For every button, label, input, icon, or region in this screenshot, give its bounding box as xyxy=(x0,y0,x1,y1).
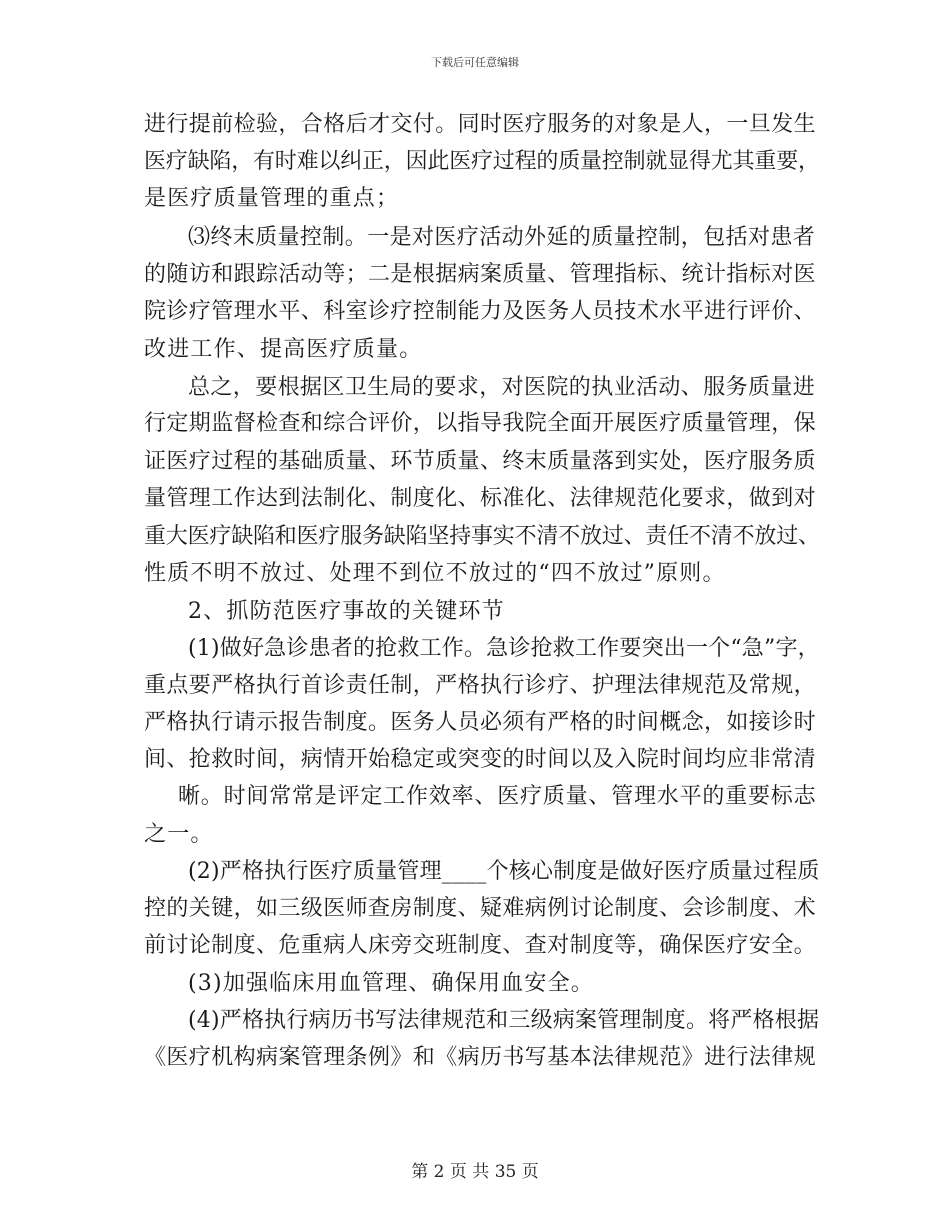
text-line: 院诊疗管理水平、科室诊疗控制能力及医务人员技术水平进行评价、 xyxy=(144,299,817,324)
text-line: 性质不明不放过、处理不到位不放过的“四不放过”原则。 xyxy=(144,561,726,586)
text-line: 重点要严格执行首诊责任制，严格执行诊疗、护理法律规范及常规， xyxy=(144,673,817,698)
text-line: 行定期监督检查和综合评价，以指导我院全面开展医疗质量管理，保 xyxy=(144,411,817,436)
text-line: 改进工作、提高医疗质量。 xyxy=(144,337,423,362)
text-line: 证医疗过程的基础质量、环节质量、终末质量落到实处，医疗服务质 xyxy=(144,449,817,474)
text-line: ⑶终末质量控制。一是对医疗活动外延的质量控制，包括对患者 xyxy=(188,225,816,250)
text-line: 重大医疗缺陷和医疗服务缺陷坚持事实不清不放过、责任不清不放过、 xyxy=(144,524,820,549)
text-line: 总之，要根据区卫生局的要求，对医院的执业活动、服务质量进 xyxy=(188,375,816,400)
text-line: 《医疗机构病案管理条例》和《病历书写基本法律规范》进行法律规 xyxy=(144,1045,817,1070)
text-line: 严格执行请示报告制度。医务人员必须有严格的时间概念，如接诊时 xyxy=(144,710,817,735)
text-line: (4)严格执行病历书写法律规范和三级病案管理制度。将严格根据 xyxy=(188,1008,820,1033)
text-line: 是医疗质量管理的重点； xyxy=(144,186,400,211)
text-line: 2、抓防范医疗事故的关键环节 xyxy=(188,599,505,624)
text-line: 前讨论制度、危重病人床旁交班制度、查对制度等，确保医疗安全。 xyxy=(144,933,817,958)
text-line: (2)严格执行医疗质量管理____个核心制度是做好医疗质量过程质 xyxy=(188,859,820,884)
text-line: 晰。时间常常是评定工作效率、医疗质量、管理水平的重要标志 xyxy=(178,784,817,809)
page-footer: 第 2 页 共 35 页 xyxy=(411,1162,539,1182)
text-line: 量管理工作达到法制化、制度化、标准化、法律规范化要求，做到对 xyxy=(144,486,817,511)
text-line: 医疗缺陷，有时难以纠正，因此医疗过程的质量控制就显得尤其重要， xyxy=(144,149,820,174)
text-line: 进行提前检验，合格后才交付。同时医疗服务的对象是人，一旦发生 xyxy=(144,112,817,137)
text-line: (3)加强临床用血管理、确保用血安全。 xyxy=(188,971,594,996)
text-line: (1)做好急诊患者的抢救工作。急诊抢救工作要突出一个“急”字， xyxy=(188,636,820,661)
text-line: 间、抢救时间，病情开始稳定或突变的时间以及入院时间均应非常清 xyxy=(144,747,817,772)
text-line: 之一。 xyxy=(144,822,214,847)
text-line: 控的关键，如三级医师查房制度、疑难病例讨论制度、会诊制度、术 xyxy=(144,896,817,921)
page-header: 下载后可任意编辑 xyxy=(431,56,519,69)
text-line: 的随访和跟踪活动等；二是根据病案质量、管理指标、统计指标对医 xyxy=(144,262,817,287)
